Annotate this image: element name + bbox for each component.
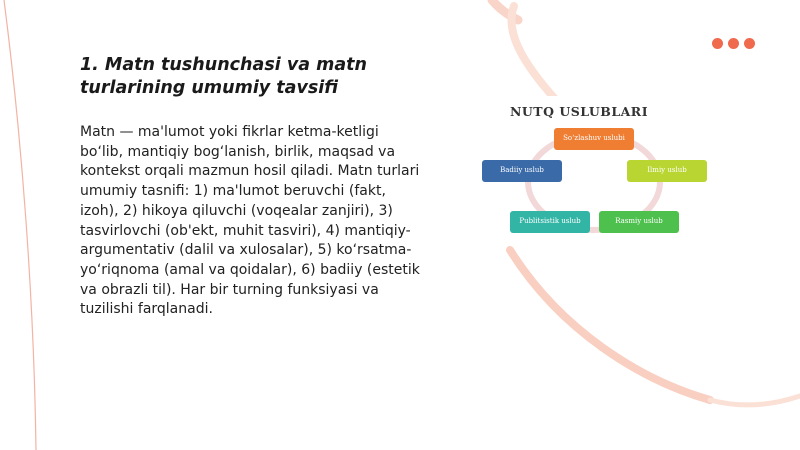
- diagram-title: NUTQ USLUBLARI: [509, 104, 649, 119]
- dot-icon: [744, 38, 755, 49]
- slide-body: Matn — ma'lumot yoki fikrlar ketma-ketligi bo‘lib, mantiqiy bog‘lanish, birlik, maqsad va kontekst orqali mazmun hosil qiladi. Matn turlari umumiy tasnifi: 1) ma'lumot beruvchi (fakt, izoh), 2) hikoya qiluvchi (voqealar zanjiri), 3) tasvirlovchi (ob'ekt, muhit tasviri), 4) mantiqiy-argumentativ (dalil va xulosalar), 5) ko‘rsatma-yo‘riqnoma (amal va qoidalar), 6) badiiy (estetik va obrazli til). Har bir turning funksiyasi va tuzilishi farqlanadi.: [80, 124, 420, 318]
- speech-styles-diagram: [474, 96, 704, 246]
- slide-title: 1. Matn tushunchasi va matn turlarining umumiy tavsifi: [80, 55, 367, 98]
- node-rasmiy: Rasmiy uslub: [599, 211, 679, 233]
- node-ilmiy: Ilmiy uslub: [627, 160, 707, 182]
- node-badiiy: Badiiy uslub: [482, 160, 562, 182]
- node-publitsistik: Publitsistik uslub: [510, 211, 590, 233]
- dot-icon: [712, 38, 723, 49]
- dot-icon: [728, 38, 739, 49]
- node-soʻzlashuv: So‘zlashuv uslubi: [554, 128, 634, 150]
- decorative-dots: [712, 38, 755, 49]
